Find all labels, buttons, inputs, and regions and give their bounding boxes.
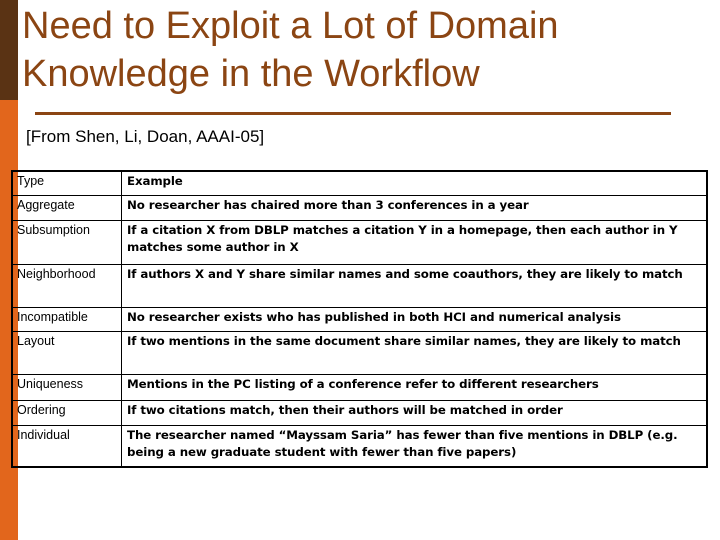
table-row (12, 220, 707, 264)
row-type: Individual (12, 425, 122, 467)
slide-title: Need to Exploit a Lot of Domain Knowledge in the Workflow (22, 5, 559, 95)
row-example: No researcher has chaired more than 3 conferences in a year (122, 195, 708, 220)
row-example: If two mentions in the same document share similar names, they are likely to match (122, 331, 708, 374)
side-bar-dark (0, 0, 18, 100)
table-row (12, 425, 707, 467)
row-example: If two citations match, then their authors will be matched in order (122, 400, 708, 425)
table-header-row (12, 171, 707, 195)
row-type: Neighborhood (12, 264, 122, 307)
row-type: Layout (12, 331, 122, 374)
table-row (12, 195, 707, 220)
row-example: If authors X and Y share similar names and some coauthors, they are likely to match (122, 264, 708, 307)
header-type: Type (12, 171, 122, 195)
row-example: No researcher exists who has published in both HCI and numerical analysis (122, 307, 708, 331)
header-example: Example (122, 171, 708, 195)
row-type: Uniqueness (12, 374, 122, 400)
table-row (12, 307, 707, 331)
table-row (12, 264, 707, 307)
title-underline (35, 112, 671, 115)
row-type: Subsumption (12, 220, 122, 264)
row-example: Mentions in the PC listing of a conference refer to different researchers (122, 374, 708, 400)
table-row (12, 400, 707, 425)
source-citation: [From Shen, Li, Doan, AAAI-05] (26, 127, 265, 146)
row-type: Ordering (12, 400, 122, 425)
row-example: If a citation X from DBLP matches a citation Y in a homepage, then each author in Y matches some author in X (122, 220, 708, 264)
row-type: Aggregate (12, 195, 122, 220)
domain-knowledge-table (11, 170, 708, 468)
row-example: The researcher named “Mayssam Saria” has fewer than five mentions in DBLP (e.g. being a new graduate student with fewer than five papers) (122, 425, 708, 467)
row-type: Incompatible (12, 307, 122, 331)
table-row (12, 374, 707, 400)
table-row (12, 331, 707, 374)
